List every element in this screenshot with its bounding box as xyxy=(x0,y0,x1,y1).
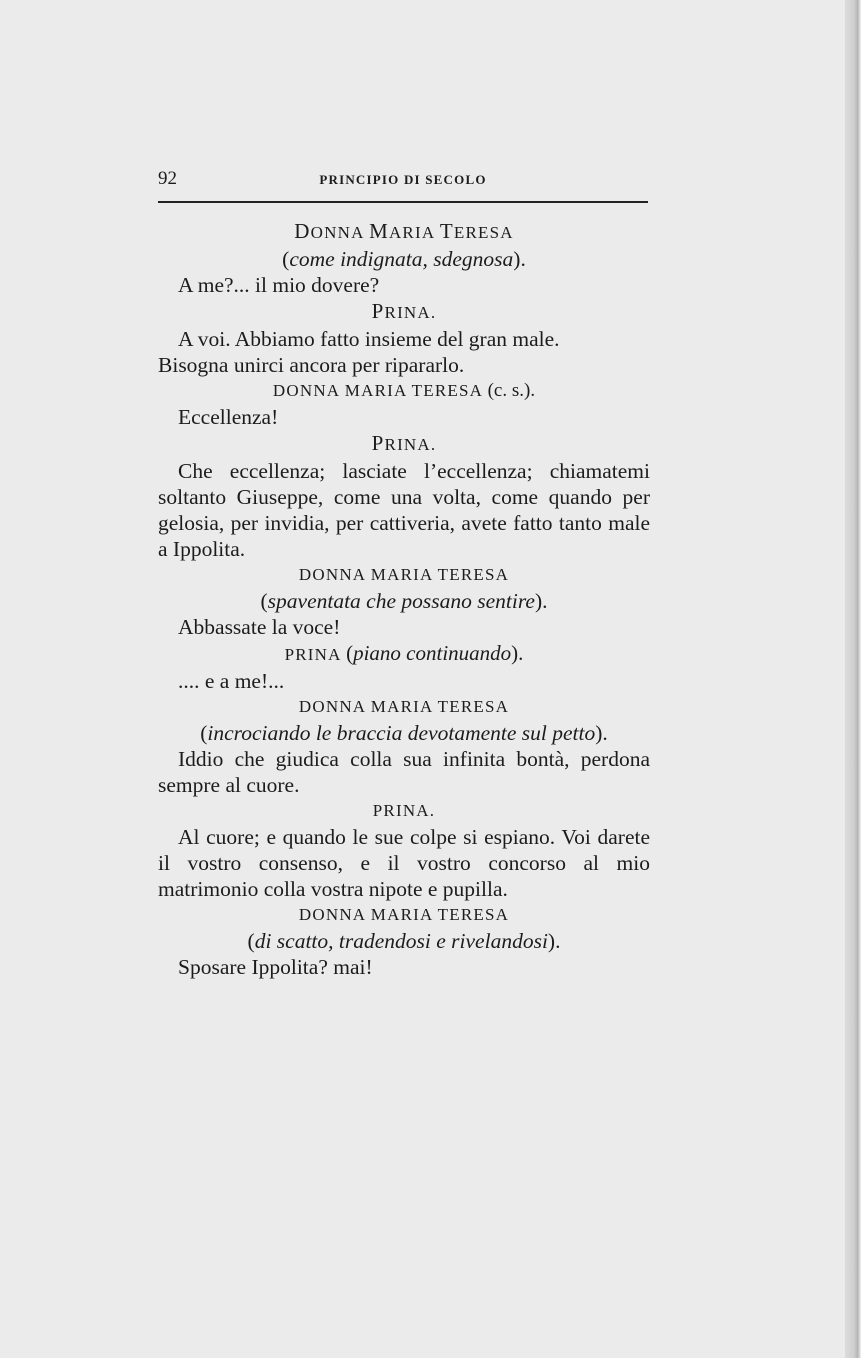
page-number: 92 xyxy=(158,168,177,189)
page-edge-shadow xyxy=(845,0,861,1358)
speaker-name: DONNA MARIA TERESA xyxy=(298,565,510,584)
stage-direction: (incrociando le braccia devotamente sul petto). xyxy=(200,721,608,745)
speaker-name: DONNA MARIA TERESA (c. s.). xyxy=(272,380,536,401)
speaker-name: DONNA MARIA TERESA xyxy=(298,905,510,924)
running-title: PRINCIPIO DI SECOLO xyxy=(319,172,487,187)
play-text xyxy=(158,218,650,980)
stage-direction: (spaventata che possano sentire). xyxy=(260,589,548,613)
speaker-name: DONNA MARIA TERESA xyxy=(298,697,510,716)
speaker-name: DONNA MARIA TERESA xyxy=(294,219,514,243)
dialogue-line: Al cuore; e quando le sue colpe si espiano. Voi darete il vostro consenso, e il vostro concorso al mio matrimonio colla vostra nipote e pupilla. xyxy=(158,825,650,901)
speaker-name: PRINA. xyxy=(372,801,436,820)
stage-direction: (di scatto, tradendosi e rivelandosi). xyxy=(247,929,561,953)
speaker-name: PRINA. xyxy=(371,299,437,323)
dialogue-line: Bisogna unirci ancora per ripararlo. xyxy=(158,353,465,377)
dialogue-line: Abbassate la voce! xyxy=(178,615,341,639)
dialogue-line: .... e a me!... xyxy=(178,669,285,693)
dialogue-line: A voi. Abbiamo fatto insieme del gran male. xyxy=(178,327,560,351)
dialogue-line: Sposare Ippolita? mai! xyxy=(178,955,373,979)
stage-direction: (come indignata, sdegnosa). xyxy=(282,247,526,271)
dialogue-line: Che eccellenza; lasciate l’eccellenza; chiamatemi soltanto Giuseppe, come una volta, come quando per gelosia, per invidia, per cattiveria, avete fatto tanto male a Ippolita. xyxy=(158,459,650,561)
speaker-name: PRINA. xyxy=(371,431,437,455)
speaker-name: PRINA (piano continuando). xyxy=(284,641,524,665)
page-header xyxy=(158,168,648,192)
dialogue-line: A me?... il mio dovere? xyxy=(178,273,380,297)
dialogue-line: Iddio che giudica colla sua infinita bontà, perdona sempre al cuore. xyxy=(158,747,650,797)
header-rule xyxy=(158,201,648,203)
dialogue-line: Eccellenza! xyxy=(178,405,279,429)
